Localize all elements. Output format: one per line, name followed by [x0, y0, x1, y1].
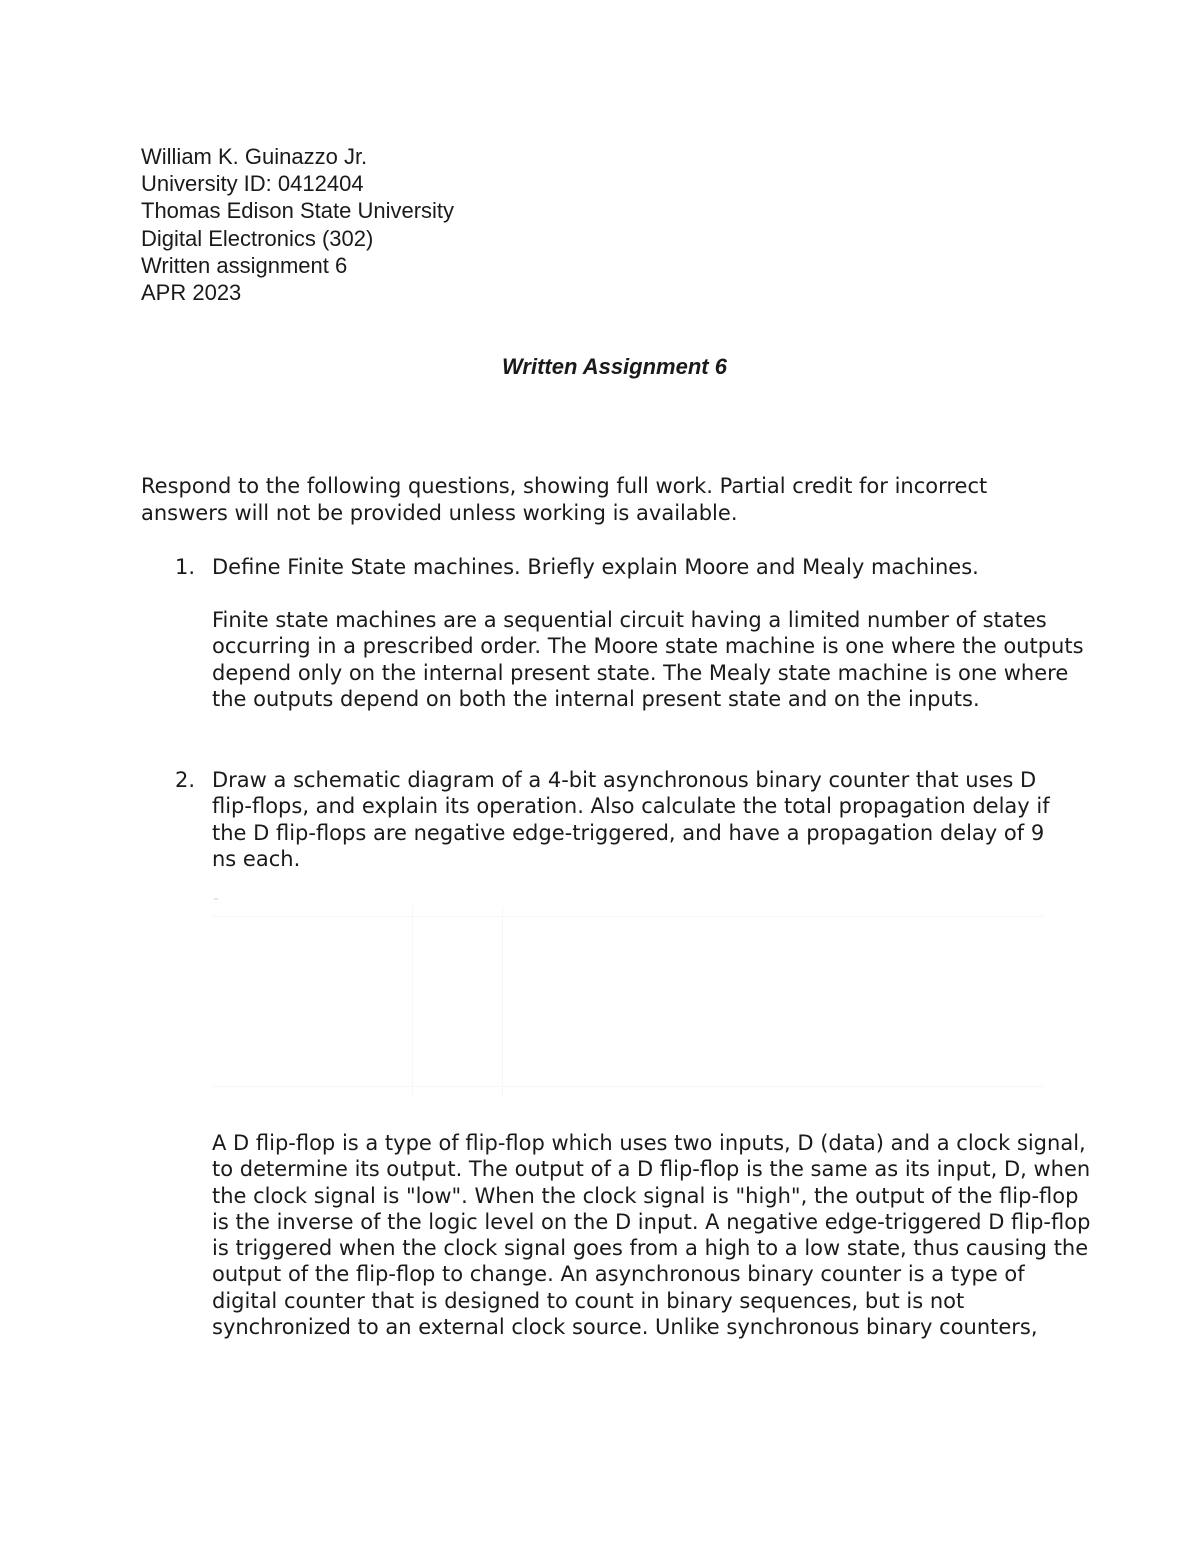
university-name: Thomas Edison State University [141, 198, 455, 224]
question-2 [141, 767, 1071, 872]
question-text: Draw a schematic diagram of a 4-bit asynchronous binary counter that uses D flip-flops, and explain its operation. Also calculate the total propagation delay if the D flip-flops are negative edge-triggered, and have a propagation delay of 9 ns each. [212, 768, 1050, 871]
schematic-image-placeholder [212, 896, 1044, 1106]
question-number: 2. [175, 768, 196, 792]
instructions-paragraph: Respond to the following questions, showing full work. Partial credit for incorrect answers will not be provided unless working is available. [141, 474, 988, 525]
answer-2: A D flip-flop is a type of flip-flop which uses two inputs, D (data) and a clock signal, to determine its output. The output of a D flip-flop is the same as its input, D, when the clock signal is "low". When the clock signal is "high", the output of the flip-flop is the inverse of the logic level on the D input. A negative edge-triggered D flip-flop is triggered when the clock signal goes from a high to a low state, thus causing the output of the flip-flop to change. An asynchronous binary counter is a type of digital counter that is designed to count in binary sequences, but is not synchronized to an external clock source. Unlike synchronous binary counters, [212, 1131, 1091, 1340]
author-header [141, 143, 454, 306]
question-text: Define Finite State machines. Briefly explain Moore and Mealy machines. [212, 555, 979, 579]
faint-line [212, 1086, 1044, 1087]
author-name: William K. Guinazzo Jr. [141, 144, 368, 169]
faint-line [502, 906, 503, 1096]
answer-1: Finite state machines are a sequential circuit having a limited number of states occurring in a prescribed order. The Moore state machine is one where the outputs depend only on the internal present state. The Mealy state machine is one where the outputs depend on both the internal present state and on the inputs. [212, 608, 1084, 711]
document-title: Written Assignment 6 [502, 354, 727, 379]
submission-date: APR 2023 [141, 280, 242, 306]
course-name: Digital Electronics (302) [141, 225, 374, 251]
university-id: University ID: 0412404 [141, 171, 364, 197]
faint-line [212, 916, 1044, 917]
question-1 [141, 554, 1071, 580]
image-corner-mark [214, 898, 218, 900]
assignment-name: Written assignment 6 [141, 252, 348, 278]
faint-line [412, 906, 413, 1096]
question-number: 1. [175, 555, 196, 579]
